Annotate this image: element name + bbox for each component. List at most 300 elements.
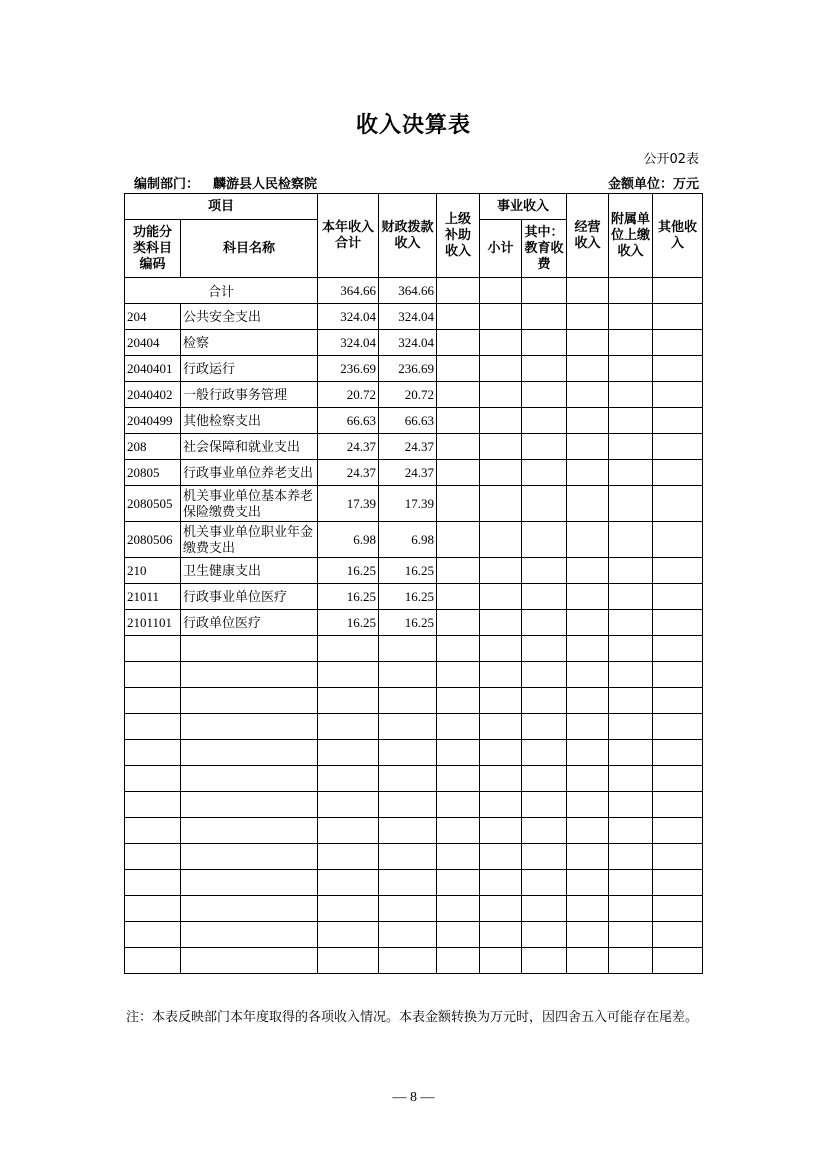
empty-cell [609,356,653,382]
table-row [125,610,703,636]
empty-cell [522,688,567,714]
empty-cell [379,844,437,870]
empty-cell [437,522,480,558]
empty-cell [318,740,379,766]
table-row [125,584,703,610]
row-name: 检察 [181,330,318,356]
row-fiscal: 6.98 [379,522,437,558]
empty-cell [437,792,480,818]
empty-cell [567,740,609,766]
empty-cell [653,330,703,356]
empty-cell [522,522,567,558]
empty-cell [125,740,181,766]
department-name: 麟游县人民检察院 [213,177,318,192]
empty-cell [125,818,181,844]
empty-cell [653,522,703,558]
empty-cell [567,714,609,740]
empty-cell [609,792,653,818]
empty-cell [318,766,379,792]
empty-cell [609,382,653,408]
empty-cell [522,792,567,818]
empty-cell [522,948,567,974]
empty-cell [125,714,181,740]
empty-cell [567,636,609,662]
empty-cell [480,610,522,636]
empty-cell [125,896,181,922]
empty-cell [437,688,480,714]
empty-cell [653,278,703,304]
empty-cell [480,714,522,740]
empty-cell [480,818,522,844]
empty-cell [437,558,480,584]
empty-cell [522,766,567,792]
empty-cell [181,636,318,662]
table-row [125,522,703,558]
row-fiscal: 20.72 [379,382,437,408]
empty-cell [609,278,653,304]
empty-cell [480,636,522,662]
row-name: 其他检察支出 [181,408,318,434]
empty-cell [437,330,480,356]
empty-cell [522,330,567,356]
row-code: 2040402 [125,382,181,408]
empty-cell [567,356,609,382]
amount-unit: 金额单位：万元 [607,177,699,192]
empty-cell [609,870,653,896]
form-number: 公开02表 [643,152,699,167]
row-code: 2080505 [125,486,181,522]
page-number: — 8 — [392,1090,435,1105]
empty-cell [125,870,181,896]
empty-cell [567,818,609,844]
footnote: 注：本表反映部门本年度取得的各项收入情况。本表金额转换为万元时，因四舍五入可能存在尾差。 [126,1009,699,1024]
empty-cell [609,522,653,558]
row-fiscal: 324.04 [379,330,437,356]
empty-cell [567,330,609,356]
empty-cell [379,818,437,844]
empty-cell [653,610,703,636]
empty-cell [567,278,609,304]
empty-cell [480,522,522,558]
empty-cell [437,486,480,522]
empty-cell [522,356,567,382]
empty-cell [567,844,609,870]
empty-cell [181,714,318,740]
empty-cell [379,714,437,740]
empty-cell [567,662,609,688]
row-total: 24.37 [318,460,379,486]
row-fiscal: 17.39 [379,486,437,522]
empty-row [125,688,703,714]
empty-cell [653,486,703,522]
empty-cell [480,896,522,922]
empty-cell [437,922,480,948]
empty-cell [125,844,181,870]
empty-cell [318,844,379,870]
empty-cell [609,330,653,356]
row-total: 16.25 [318,610,379,636]
empty-cell [609,304,653,330]
empty-cell [437,870,480,896]
empty-cell [437,304,480,330]
empty-row [125,792,703,818]
empty-cell [437,948,480,974]
empty-cell [437,356,480,382]
row-name: 卫生健康支出 [181,558,318,584]
empty-cell [480,278,522,304]
row-code: 21011 [125,584,181,610]
empty-cell [480,408,522,434]
empty-cell [522,818,567,844]
empty-cell [522,304,567,330]
header-other: 其他收入 [653,194,703,278]
empty-cell [437,278,480,304]
empty-cell [437,662,480,688]
empty-cell [379,740,437,766]
empty-cell [567,688,609,714]
empty-cell [653,844,703,870]
total-label: 合计 [125,278,318,304]
empty-cell [567,792,609,818]
empty-cell [181,688,318,714]
empty-cell [437,636,480,662]
empty-cell [567,460,609,486]
empty-cell [480,434,522,460]
row-total: 16.25 [318,558,379,584]
empty-cell [567,304,609,330]
empty-cell [181,922,318,948]
empty-cell [609,740,653,766]
department [134,173,317,192]
empty-cell [318,948,379,974]
empty-cell [480,766,522,792]
empty-cell [125,948,181,974]
empty-cell [609,818,653,844]
empty-cell [318,792,379,818]
row-name: 公共安全支出 [181,304,318,330]
empty-cell [318,662,379,688]
header-operating: 经营收入 [567,194,609,278]
empty-cell [653,382,703,408]
empty-row [125,870,703,896]
header-code: 功能分类科目编码 [125,220,181,278]
empty-cell [653,714,703,740]
empty-cell [609,844,653,870]
row-code: 2040401 [125,356,181,382]
row-total: 324.04 [318,304,379,330]
empty-cell [480,740,522,766]
row-total: 20.72 [318,382,379,408]
empty-cell [522,610,567,636]
table-row [125,460,703,486]
empty-cell [480,382,522,408]
empty-row [125,714,703,740]
empty-cell [653,818,703,844]
empty-cell [567,382,609,408]
empty-cell [480,688,522,714]
empty-cell [609,558,653,584]
row-total: 24.37 [318,434,379,460]
empty-cell [609,610,653,636]
empty-cell [567,870,609,896]
empty-cell [567,922,609,948]
empty-cell [480,922,522,948]
empty-cell [125,922,181,948]
empty-cell [653,662,703,688]
empty-cell [653,408,703,434]
empty-cell [437,740,480,766]
empty-cell [437,844,480,870]
table-row [125,382,703,408]
row-fiscal: 24.37 [379,434,437,460]
empty-cell [318,922,379,948]
empty-cell [567,434,609,460]
empty-cell [653,460,703,486]
empty-cell [379,766,437,792]
empty-cell [522,584,567,610]
empty-cell [567,896,609,922]
empty-cell [653,304,703,330]
header-superior: 上级补助收入 [437,194,480,278]
empty-cell [318,688,379,714]
empty-cell [522,844,567,870]
empty-cell [653,922,703,948]
row-total: 17.39 [318,486,379,522]
empty-cell [480,792,522,818]
empty-cell [181,662,318,688]
empty-cell [480,662,522,688]
empty-cell [437,610,480,636]
empty-cell [181,896,318,922]
empty-cell [181,818,318,844]
row-name: 机关事业单位职业年金缴费支出 [181,522,318,558]
empty-cell [567,408,609,434]
row-total: 66.63 [318,408,379,434]
empty-row [125,662,703,688]
empty-cell [609,636,653,662]
empty-cell [379,948,437,974]
row-code: 20805 [125,460,181,486]
total-amount: 364.66 [318,278,379,304]
empty-cell [437,818,480,844]
empty-cell [480,844,522,870]
empty-cell [480,870,522,896]
income-table [124,193,703,974]
empty-cell [653,688,703,714]
empty-cell [653,740,703,766]
empty-cell [609,408,653,434]
empty-cell [653,766,703,792]
header-item: 项目 [125,194,318,220]
row-fiscal: 66.63 [379,408,437,434]
empty-cell [522,558,567,584]
table-row [125,330,703,356]
empty-cell [609,688,653,714]
empty-cell [437,382,480,408]
header-business: 事业收入 [480,194,567,220]
total-row [125,278,703,304]
empty-cell [609,662,653,688]
header-fiscal: 财政拨款收入 [379,194,437,278]
table-row [125,558,703,584]
empty-cell [567,558,609,584]
empty-cell [480,304,522,330]
empty-cell [653,558,703,584]
table-row [125,486,703,522]
empty-cell [125,636,181,662]
page-title: 收入决算表 [355,113,471,138]
empty-cell [480,460,522,486]
empty-cell [522,740,567,766]
empty-cell [653,434,703,460]
empty-cell [437,766,480,792]
empty-cell [522,922,567,948]
row-code: 2101101 [125,610,181,636]
empty-cell [318,870,379,896]
row-fiscal: 24.37 [379,460,437,486]
header-name: 科目名称 [181,220,318,278]
empty-row [125,896,703,922]
empty-cell [379,870,437,896]
empty-cell [522,460,567,486]
empty-cell [437,408,480,434]
empty-cell [522,714,567,740]
empty-cell [609,486,653,522]
empty-cell [609,434,653,460]
header-total: 本年收入合计 [318,194,379,278]
row-name: 社会保障和就业支出 [181,434,318,460]
empty-cell [318,818,379,844]
empty-cell [653,870,703,896]
empty-row [125,766,703,792]
row-name: 行政运行 [181,356,318,382]
row-name: 行政单位医疗 [181,610,318,636]
empty-cell [567,584,609,610]
empty-cell [181,740,318,766]
empty-cell [181,844,318,870]
empty-cell [318,636,379,662]
empty-row [125,818,703,844]
empty-cell [567,522,609,558]
empty-cell [125,766,181,792]
empty-cell [125,688,181,714]
row-total: 236.69 [318,356,379,382]
empty-cell [379,662,437,688]
table-row [125,408,703,434]
total-fiscal: 364.66 [379,278,437,304]
empty-cell [567,766,609,792]
empty-cell [522,896,567,922]
empty-cell [125,792,181,818]
department-label: 编制部门： [134,177,200,192]
empty-cell [480,330,522,356]
empty-cell [379,792,437,818]
empty-cell [609,922,653,948]
empty-cell [653,896,703,922]
empty-cell [437,434,480,460]
row-code: 208 [125,434,181,460]
empty-cell [181,766,318,792]
empty-cell [567,486,609,522]
empty-cell [653,792,703,818]
empty-cell [480,584,522,610]
table-row [125,356,703,382]
empty-cell [379,688,437,714]
empty-cell [522,662,567,688]
row-name: 行政事业单位医疗 [181,584,318,610]
row-total: 6.98 [318,522,379,558]
empty-cell [609,460,653,486]
empty-cell [522,636,567,662]
table-row [125,304,703,330]
empty-cell [318,714,379,740]
empty-row [125,636,703,662]
empty-cell [522,382,567,408]
row-code: 2040499 [125,408,181,434]
empty-cell [653,948,703,974]
header-subtotal: 小计 [480,220,522,278]
empty-cell [567,610,609,636]
empty-cell [609,948,653,974]
row-total: 324.04 [318,330,379,356]
row-fiscal: 16.25 [379,610,437,636]
empty-cell [609,766,653,792]
empty-cell [480,356,522,382]
empty-cell [609,714,653,740]
empty-cell [567,948,609,974]
row-name: 一般行政事务管理 [181,382,318,408]
row-total: 16.25 [318,584,379,610]
row-fiscal: 324.04 [379,304,437,330]
row-code: 2080506 [125,522,181,558]
empty-cell [609,896,653,922]
empty-cell [522,434,567,460]
empty-row [125,740,703,766]
empty-cell [653,584,703,610]
empty-cell [522,408,567,434]
empty-cell [437,896,480,922]
empty-cell [522,486,567,522]
row-name: 行政事业单位养老支出 [181,460,318,486]
empty-cell [609,584,653,610]
empty-cell [379,636,437,662]
empty-cell [480,486,522,522]
empty-cell [522,278,567,304]
empty-row [125,948,703,974]
empty-row [125,844,703,870]
empty-cell [522,870,567,896]
empty-cell [437,460,480,486]
table-row [125,434,703,460]
row-fiscal: 16.25 [379,584,437,610]
row-fiscal: 16.25 [379,558,437,584]
header-affiliated: 附属单位上缴收入 [609,194,653,278]
empty-cell [181,792,318,818]
row-code: 204 [125,304,181,330]
empty-cell [437,584,480,610]
empty-cell [181,948,318,974]
empty-cell [318,896,379,922]
empty-cell [181,870,318,896]
empty-row [125,922,703,948]
row-fiscal: 236.69 [379,356,437,382]
empty-cell [437,714,480,740]
empty-cell [653,636,703,662]
empty-cell [125,662,181,688]
row-code: 20404 [125,330,181,356]
empty-cell [480,558,522,584]
empty-cell [379,922,437,948]
